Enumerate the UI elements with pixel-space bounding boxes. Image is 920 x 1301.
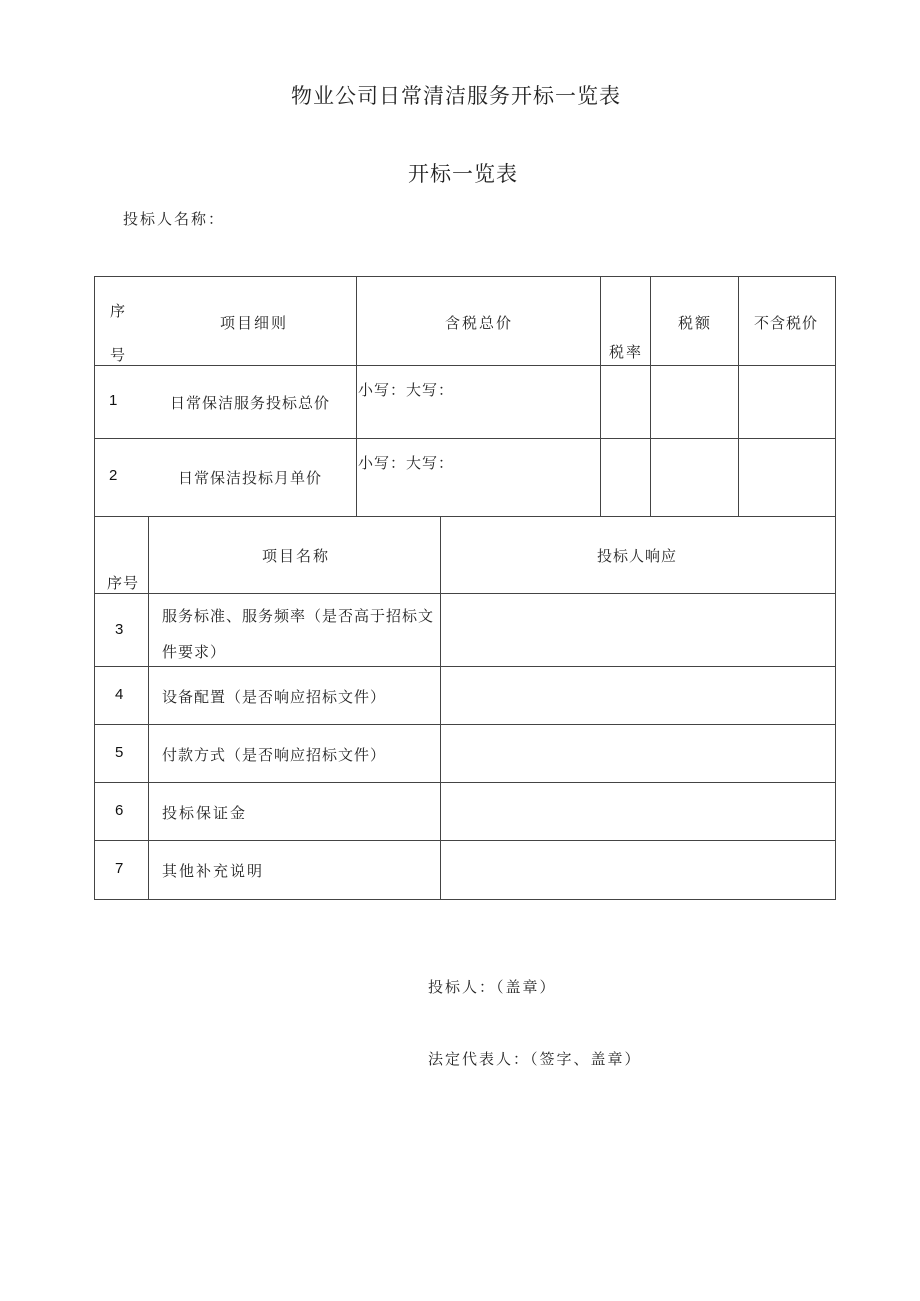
legal-rep-signature-label: 法定代表人：（签字、盖章） <box>428 1050 642 1068</box>
document-title: 物业公司日常清洁服务开标一览表 <box>291 84 621 108</box>
row-3-index: 3 <box>115 621 126 638</box>
row-4-item: 设备配置（是否响应招标文件） <box>162 688 387 706</box>
header-tax-rate: 税率 <box>609 343 644 361</box>
row-4-index: 4 <box>115 686 126 703</box>
bidder-seal-label: 投标人：（盖章） <box>428 978 557 996</box>
header-bidder-response: 投标人响应 <box>597 547 678 565</box>
header-tax-amount: 税额 <box>678 314 713 332</box>
row-5-index: 5 <box>115 744 126 761</box>
row-2-index: 2 <box>109 467 120 484</box>
row-1-amount: 小写：大写： <box>358 381 455 399</box>
header-response-index: 序号 <box>107 574 140 592</box>
row-6-index: 6 <box>115 802 126 819</box>
row-6-item: 投标保证金 <box>162 804 248 822</box>
row-2-amount: 小写：大写： <box>358 454 455 472</box>
row-7-index: 7 <box>115 860 126 877</box>
header-item-name: 项目名称 <box>262 547 331 565</box>
header-index-line1: 序 <box>110 302 128 320</box>
row-1-item: 日常保洁服务投标总价 <box>170 394 331 412</box>
header-index-line2: 号 <box>110 346 128 364</box>
header-item-detail: 项目细则 <box>220 314 289 332</box>
header-total-with-tax: 含税总价 <box>445 314 514 332</box>
row-7-item: 其他补充说明 <box>162 862 265 880</box>
document-subtitle: 开标一览表 <box>408 162 518 186</box>
header-price-without-tax: 不含税价 <box>754 314 819 332</box>
row-1-index: 1 <box>109 392 120 409</box>
row-5-item: 付款方式（是否响应招标文件） <box>162 746 387 764</box>
row-3-item: 服务标准、服务频率（是否高于招标文件要求） <box>162 607 435 661</box>
row-2-item: 日常保洁投标月单价 <box>178 469 323 487</box>
bidder-name-label: 投标人名称： <box>123 210 226 228</box>
